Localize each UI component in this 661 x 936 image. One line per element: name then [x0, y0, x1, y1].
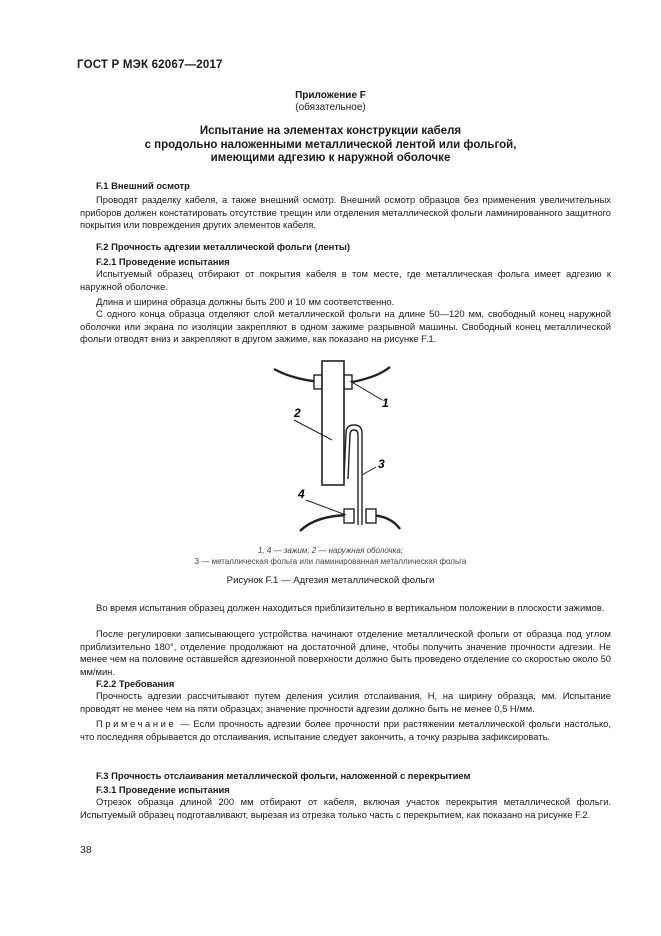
note-text: — Если прочность адгезии более прочности при растяжении металлической фольги настолько, что последняя обрывается до отслаивания, испытание следует закончить, а точку разрыва зафиксировать. [80, 718, 611, 742]
appendix-label: Приложение F [295, 90, 366, 101]
section-f2-heading: F.2 Прочность адгезии металлической фольги (ленты) [96, 241, 351, 252]
leader-line-3 [362, 467, 376, 475]
figure-legend-line: 3 — металлическая фольга или ламинированная металлическая фольга [194, 557, 467, 566]
body-paragraph: Во время испытания образец должен находиться приблизительно в вертикальном положении в плоскости зажимов. [96, 602, 605, 613]
clamp-block-bottom-left [344, 509, 354, 523]
clamp-jaw-top-right [352, 367, 390, 382]
section-f31-paragraph: Отрезок образца длиной 200 мм отбирают от кабеля, включая участок перекрытия металлической фольги. Испытуемый образец подготавливают, вырезая из отрезка только часть с перекрытием, как показано на рисунке F.2. [80, 796, 611, 820]
appendix-status: (обязательное) [295, 102, 366, 113]
section-f21-paragraph: С одного конца образца отделяют слой металлической фольги на длине 50—120 мм, свободный конец наружной оболочки или экрана по изоляции закрепляют в одном зажиме разрывной машины. Свободный конец металлической фольги отводят вниз и закрепляют в другом зажиме, как показано на рисунке F.1. [80, 308, 611, 345]
appendix-title-line: с продольно наложенными металлической лентой или фольгой, [144, 138, 517, 151]
body-paragraph: После регулировки записывающего устройства начинают отделение металлической фольги от образца под углом приблизительно 180°, отделение продолжают на достаточной длине, чтобы получить значение прочности адгезии. Не менее чем на половине оставшейся адгезионной поверхности должно быть проведено отделение со скоростью около 50 мм/мин. [80, 628, 611, 677]
section-f21-heading: F.2.1 Проведение испытания [96, 256, 230, 267]
section-f1-heading: F.1 Внешний осмотр [96, 180, 190, 191]
clamp-jaw-top-left [274, 369, 320, 382]
appendix-title-line: имеющими адгезию к наружной оболочке [210, 152, 451, 164]
figure-label-1: 1 [382, 396, 389, 410]
outer-sheath [322, 361, 344, 485]
section-f31-heading: F.3.1 Проведение испытания [96, 784, 230, 795]
appendix-title-line: Испытание на элементах конструкции кабеля [199, 125, 462, 137]
appendix-title [60, 125, 601, 166]
standard-header: ГОСТ Р МЭК 62067—2017 [77, 59, 223, 71]
figure-caption: Рисунок F.1 — Адгезия металлической фольги [226, 575, 435, 586]
figure-label-3: 3 [378, 457, 385, 471]
section-f22-heading: F.2.2 Требования [96, 678, 175, 689]
figure-f1-diagram [272, 355, 402, 540]
section-f21-paragraph: Длина и ширина образца должны быть 200 и 10 мм соответственно. [96, 296, 395, 307]
figure-label-2: 2 [294, 406, 301, 420]
section-f21-paragraph: Испытуемый образец отбирают от покрытия кабеля в том месте, где металлическая фольга имеет адгезию к наружной оболочке. [80, 268, 611, 292]
section-f3-heading: F.3 Прочность отслаивания металлической фольги, наложенной с перекрытием [96, 770, 471, 781]
clamp-block-top-left [314, 375, 322, 389]
note-paragraph [80, 718, 611, 743]
leader-line-1 [350, 381, 382, 400]
figure-legend-line: 1, 4 — зажим; 2 — наружная оболочка; [257, 546, 404, 555]
section-f22-paragraph: Прочность адгезии рассчитывают путем деления усилия отслаивания, Н, на ширину образца, мм. Испытание проводят не менее чем на пяти образцах; значение прочности адгезии должно быть не менее 0,5 Н/мм. [80, 690, 611, 714]
leader-line-4 [306, 500, 346, 515]
page-number: 38 [80, 844, 92, 856]
figure-label-4: 4 [298, 487, 305, 501]
section-f1-paragraph: Проводят разделку кабеля, а также внешний осмотр. Внешний осмотр образцов без применения увеличительных приборов должен констатировать отсутствие трещин или отделения металлической фольги ламинированного защитного покрытия или повреждения других элементов кабеля. [80, 194, 611, 231]
clamp-block-bottom-right [366, 509, 376, 523]
note-label: Примечание [96, 718, 177, 729]
